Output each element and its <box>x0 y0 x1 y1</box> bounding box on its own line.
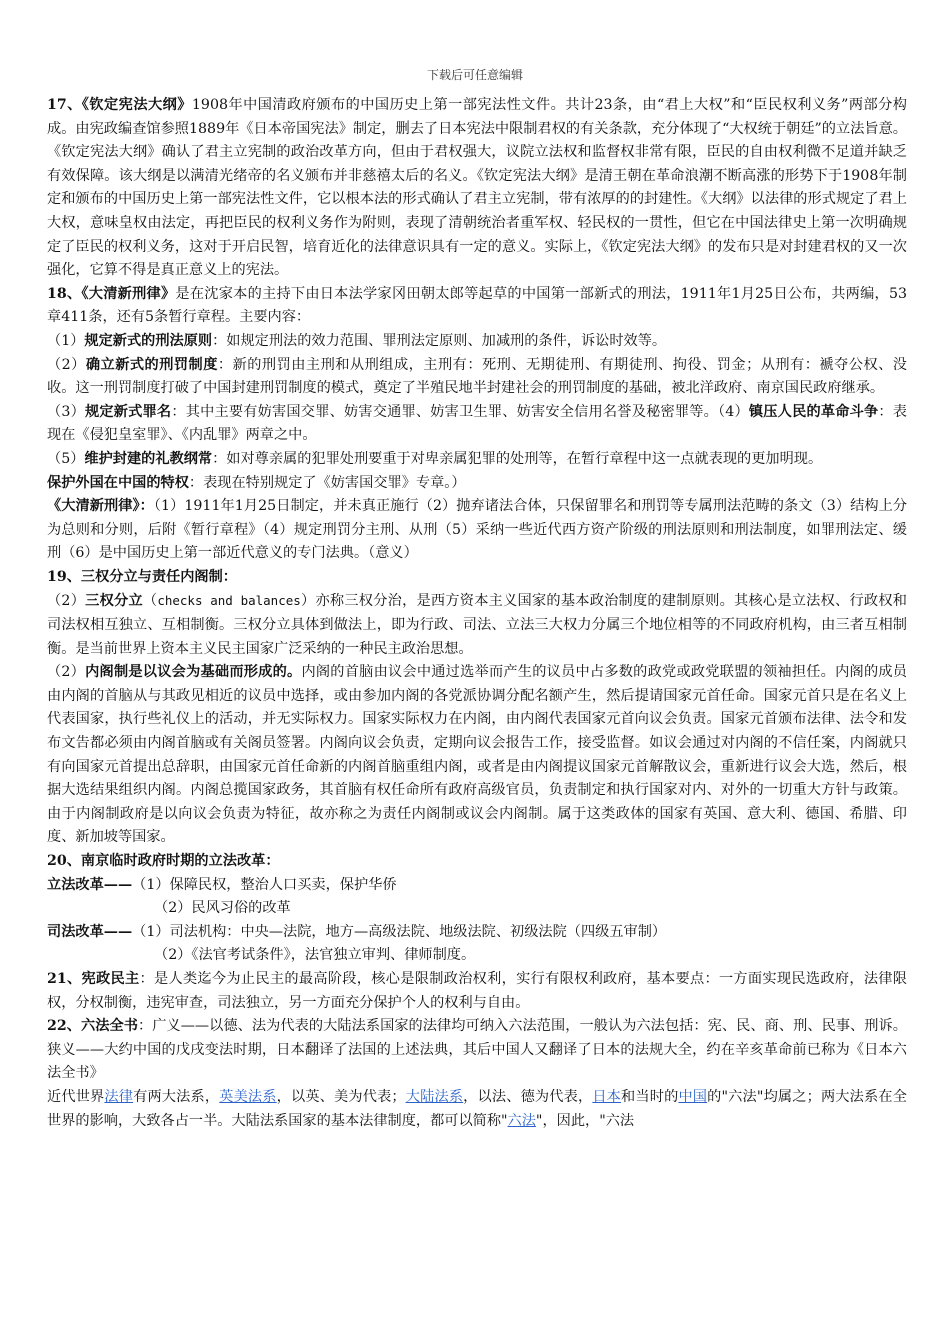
section-title: 宪政民主 <box>81 970 140 987</box>
item-body: ：新的刑罚由主刑和从刑组成，主刑有：死刑、无期徒刑、有期徒刑、拘役、罚金；从刑有：褫夺公权、没收。这一刑罚制度打破了中国封建刑罚制度的模式，奠定了半殖民地半封建社会的刑罚制度的基础，被北洋政府、南京国民政府继承。 <box>47 356 907 397</box>
item-number: （2） <box>47 356 86 373</box>
link-china[interactable]: 中国 <box>678 1088 708 1105</box>
s20-judicial-2 <box>47 944 907 968</box>
reform-item: （1）保障民权，整治人口买卖，保护华侨 <box>132 876 397 893</box>
item-number: （2） <box>47 664 86 681</box>
section-17 <box>47 94 907 283</box>
item-title: 规定新式的刑法原则 <box>84 332 213 349</box>
section-19-heading <box>47 566 907 590</box>
s19-cabinet-system <box>47 661 907 850</box>
page-header: 下载后可任意编辑 <box>426 68 523 82</box>
s18-item-5 <box>47 448 907 472</box>
text-run: 和当时的 <box>621 1088 679 1105</box>
s18-item-3-4 <box>47 401 907 448</box>
text-run: 近代世界 <box>47 1088 105 1105</box>
section-18 <box>47 283 907 330</box>
reform-item: （2）《法官考试条件》，法官独立审判、律师制度。 <box>154 947 476 964</box>
section-number: 22、 <box>47 1018 82 1035</box>
text-run: 的"六法"均属之；两大法系在全世界的影响，大致各占一半。大陆法系国家的基本法律制度，都可以简称" <box>47 1088 907 1129</box>
link-common-law[interactable]: 英美法系 <box>219 1088 277 1105</box>
item-title: 维护封建的礼教纲常 <box>84 450 213 467</box>
section-number: 18、 <box>47 285 82 302</box>
reform-item: （1）司法机构：中央—法院，地方—高级法院、地级法院、初级法院（四级五审制） <box>132 923 667 940</box>
s18-item-2 <box>47 354 907 401</box>
s18-item-6 <box>47 472 907 496</box>
section-heading: 19、三权分立与责任内阁制： <box>47 568 237 585</box>
text-run: ，以法、德为代表， <box>463 1088 593 1105</box>
link-six-codes[interactable]: 六法 <box>507 1112 536 1129</box>
item-body: ：其中主要有妨害国交罪、妨害交通罪、妨害卫生罪、妨害安全信用名誉及秘密罪等。（4） <box>171 403 749 420</box>
text-run: 有两大法系， <box>133 1088 220 1105</box>
text-run: ，以英、美为代表； <box>276 1088 406 1105</box>
item-title: 规定新式罪名 <box>85 403 172 420</box>
item-number: （1） <box>47 332 85 349</box>
section-title: 《钦定宪法大纲》 <box>81 97 192 113</box>
section-20-heading <box>47 850 907 874</box>
item-number: （2） <box>47 593 86 610</box>
item-body: ）亦称三权分治，是西方资本主义国家的基本政治制度的建制原则。其核心是立法权、行政权和司法权相互独立、互相制衡。三权分立具体到做法上，即为行政、司法、立法三大权力分属三个地位相等的不同政府机构，由三者互相制衡。是当前世界上资本主义民主国家广泛采纳的一种民主政治思想。 <box>47 593 907 657</box>
summary-body: （1）1911年1月25日制定，并未真正施行（2）抛弃诸法合体，只保留罪名和刑罚等专属刑法范畴的条文（3）结构上分为总则和分则，后附《暂行章程》（4）规定刑罚分主刑、从刑（5）采纳一些近代西方资产阶级的刑法原则和刑法制度，如罪刑法定、缓刑（6）是中国历史上第一部近代意义的专门法典。（意义） <box>47 498 908 562</box>
reform-label: 司法改革—— <box>47 923 133 940</box>
section-body: ：广义——以德、法为代表的大陆法系国家的法律均可纳入六法范围，一般认为六法包括：宪、民、商、刑、民事、刑诉。狭义——大约中国的戊戌变法时期，日本翻译了法国的上述法典，其后中国人又翻译了日本的法规大全，约在辛亥革命前已称为《日本六法全书》 <box>47 1018 907 1082</box>
section-22 <box>47 1015 907 1086</box>
s19-separation-of-powers <box>47 589 907 661</box>
item-title: 镇压人民的革命斗争 <box>748 403 879 420</box>
item-body: 内阁的首脑由议会中通过选举而产生的议员中占多数的政党或政党联盟的领袖担任。内阁的成员由内阁的首脑从与其政见相近的议员中选择，或由参加内阁的各党派协调分配名额产生，然后提请国家元首任命。国家元首只是在名义上代表国家，执行些礼仪上的活动，并无实际权力。国家实际权力在内阁，由内阁代表国家元首向议会负责。国家元首颁布法律、法令和发布文告都必须由内阁首脑或有关阁员签署。内阁向议会负责，定期向议会报告工作，接受监督。如议会通过对内阁的不信任案，内阁就只有向国家元首提出总辞职，由国家元首任命新的内阁首脑重组内阁，或者是由内阁提议国家元首解散议会，重新进行议会大选，然后，根据大选结果组织内阁。内阁总揽国家政务，其首脑有权任命所有政府高级官员，负责制定和执行国家对内、对外的一切重大方针与政策。由于内阁制政府是以向议会负责为特征，故亦称之为责任内阁制或议会内阁制。属于这类政体的国家有英国、意大利、德国、希腊、印度、新加坡等国家。 <box>47 664 907 846</box>
summary-title: 《大清新刑律》： <box>47 498 154 515</box>
item-number: （3） <box>47 403 85 420</box>
link-law[interactable]: 法律 <box>104 1088 134 1105</box>
s22-legal-systems <box>47 1086 907 1133</box>
text-run: "，因此，"六法 <box>535 1112 635 1129</box>
item-title: 三权分立 <box>85 593 143 610</box>
item-title: 内阁制是以议会为基础而形成的。 <box>85 664 302 681</box>
item-number: （5） <box>47 450 85 467</box>
section-body: 1908年中国清政府颁布的中国历史上第一部宪法性文件。共计23条，由“君上大权”和“臣民权利义务”两部分构成。由宪政编查馆参照1889年《日本帝国宪法》制定，删去了日本宪法中限制君权的有关条款，充分体现了“大权统于朝廷”的立法旨意。《钦定宪法大纲》确认了君主立宪制的政治改革方向，但由于君权强大，议院立法权和监督权非常有限，臣民的自由权利微不足道并缺乏有效保障。该大纲是以满清光绪帝的名义颁布并非慈禧太后的名义。《钦定宪法大纲》是清王朝在革命浪潮不断高涨的形势下于1908年制定和颁布的中国历史上第一部宪法性文件，它以根本法的形式确认了君主立宪制，带有浓厚的的封建性。《大纲》以法律的形式规定了君上大权，意味皇权由法定，再把臣民的权利义务作为附则，表现了清朝统治者重军权、轻民权的一贯性，但它在中国法律史上第一次明确规定了臣民的权利义务，这对于开启民智，培育近化的法律意识具有一定的意义。实际上，《钦定宪法大纲》的发布只是对封建君权的又一次强化，它算不得是真正意义上的宪法。 <box>47 97 907 279</box>
document-body <box>47 94 907 1133</box>
item-title: 确立新式的刑罚制度 <box>85 356 218 373</box>
s20-legislative-2 <box>47 897 907 921</box>
section-21 <box>47 968 907 1015</box>
s18-summary <box>47 495 907 566</box>
item-body: ：如对尊亲属的犯罪处刑要重于对卑亲属犯罪的处刑等，在暂行章程中这一点就表现的更加明现。 <box>212 450 823 467</box>
s20-legislative-1 <box>47 874 907 898</box>
section-title: 《大清新刑律》 <box>81 285 176 302</box>
item-body: ：表现在《侵犯皇室罪》、《内乱罪》两章之中。 <box>47 403 907 444</box>
link-civil-law[interactable]: 大陆法系 <box>405 1088 464 1105</box>
section-body: ：是人类迄今为止民主的最高阶段，核心是限制政治权利，实行有限权利政府，基本要点：一方面实现民选政府，法律限权，分权制衡，违宪审查，司法独立，另一方面充分保护个人的权利与自由。 <box>47 970 907 1011</box>
item-body: ：表现在特别规定了《妨害国交罪》专章。） <box>188 474 466 491</box>
link-japan[interactable]: 日本 <box>592 1088 622 1105</box>
section-title: 六法全书 <box>81 1018 139 1035</box>
english-term: checks and balances <box>157 593 301 609</box>
section-heading: 20、南京临时政府时期的立法改革： <box>47 853 280 869</box>
reform-label: 立法改革—— <box>47 876 133 893</box>
item-title: 保护外国在中国的特权 <box>47 474 189 491</box>
section-number: 21、 <box>47 970 82 987</box>
paren: （ <box>142 593 158 610</box>
section-intro: 是在沈家本的主持下由日本法学家冈田朝太郎等起草的中国第一部新式的刑法，1911年1月25日公布，共两编，53章411条，还有5条暂行章程。主要内容： <box>47 285 907 326</box>
s18-item-1 <box>47 330 907 354</box>
s20-judicial-1 <box>47 921 907 945</box>
reform-item: （2）民风习俗的改革 <box>154 900 291 917</box>
item-body: ：如规定刑法的效力范围、罪刑法定原则、加减刑的条件，诉讼时效等。 <box>212 332 667 349</box>
section-number: 17、 <box>47 97 82 113</box>
